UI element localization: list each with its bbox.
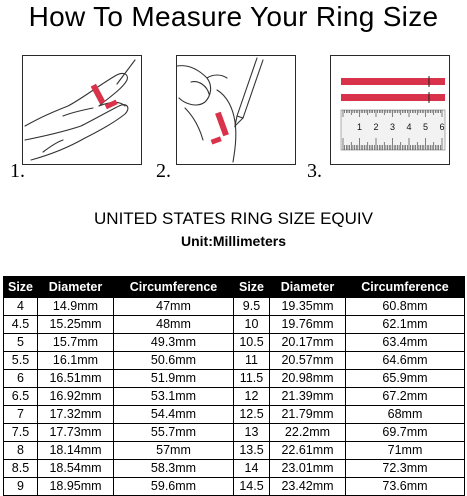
header-size: Size bbox=[4, 277, 38, 298]
table-cell: 21.79mm bbox=[270, 406, 346, 424]
ruler-label: 1 bbox=[357, 122, 363, 132]
table-cell: 20.17mm bbox=[270, 334, 346, 352]
table-cell: 13 bbox=[234, 424, 270, 442]
table-cell: 18.95mm bbox=[38, 478, 114, 496]
table-row bbox=[4, 478, 465, 496]
table-cell: 51.9mm bbox=[114, 370, 234, 388]
table-cell: 14 bbox=[234, 460, 270, 478]
table-row bbox=[4, 460, 465, 478]
table-cell: 4 bbox=[4, 298, 38, 316]
table-cell: 10 bbox=[234, 316, 270, 334]
table-cell: 72.3mm bbox=[346, 460, 465, 478]
ring-size-table bbox=[3, 276, 465, 496]
table-cell: 20.98mm bbox=[270, 370, 346, 388]
table-cell: 18.54mm bbox=[38, 460, 114, 478]
table-cell: 20.57mm bbox=[270, 352, 346, 370]
table-cell: 19.76mm bbox=[270, 316, 346, 334]
table-row bbox=[4, 388, 465, 406]
table-cell: 69.7mm bbox=[346, 424, 465, 442]
table-cell: 7.5 bbox=[4, 424, 38, 442]
ruler-label: 6 bbox=[439, 122, 445, 132]
table-cell: 5.5 bbox=[4, 352, 38, 370]
table-cell: 9 bbox=[4, 478, 38, 496]
table-cell: 65.9mm bbox=[346, 370, 465, 388]
table-cell: 11.5 bbox=[234, 370, 270, 388]
table-cell: 22.61mm bbox=[270, 442, 346, 460]
table-cell: 9.5 bbox=[234, 298, 270, 316]
table-header-row bbox=[4, 277, 465, 298]
table-cell: 15.7mm bbox=[38, 334, 114, 352]
header-diameter: Diameter bbox=[38, 277, 114, 298]
table-row bbox=[4, 442, 465, 460]
finger-wrap-icon bbox=[23, 56, 141, 164]
header-circumference: Circumference bbox=[114, 277, 234, 298]
table-cell: 5 bbox=[4, 334, 38, 352]
table-cell: 64.6mm bbox=[346, 352, 465, 370]
table-cell: 12.5 bbox=[234, 406, 270, 424]
table-row bbox=[4, 298, 465, 316]
step-2-illustration bbox=[176, 55, 296, 165]
table-cell: 12 bbox=[234, 388, 270, 406]
table-cell: 23.01mm bbox=[270, 460, 346, 478]
table-cell: 71mm bbox=[346, 442, 465, 460]
step-number-1: 1. bbox=[10, 160, 25, 182]
table-cell: 17.73mm bbox=[38, 424, 114, 442]
ruler-label: 3 bbox=[390, 122, 396, 132]
table-cell: 48mm bbox=[114, 316, 234, 334]
table-cell: 47mm bbox=[114, 298, 234, 316]
chart-subtitle: UNITED STATES RING SIZE EQUIV bbox=[94, 209, 373, 228]
table-cell: 57mm bbox=[114, 442, 234, 460]
table-cell: 21.39mm bbox=[270, 388, 346, 406]
ruler-label: 4 bbox=[406, 122, 412, 132]
ruler-measure-icon bbox=[331, 56, 449, 164]
step-3-illustration bbox=[330, 55, 450, 165]
table-cell: 68mm bbox=[346, 406, 465, 424]
header-size: Size bbox=[234, 277, 270, 298]
table-cell: 8.5 bbox=[4, 460, 38, 478]
table-cell: 59.6mm bbox=[114, 478, 234, 496]
table-cell: 62.1mm bbox=[346, 316, 465, 334]
ruler-label: 2 bbox=[373, 122, 379, 132]
table-cell: 15.25mm bbox=[38, 316, 114, 334]
table-cell: 58.3mm bbox=[114, 460, 234, 478]
table-cell: 6 bbox=[4, 370, 38, 388]
table-cell: 6.5 bbox=[4, 388, 38, 406]
table-cell: 4.5 bbox=[4, 316, 38, 334]
page-title: How To Measure Your Ring Size bbox=[28, 1, 439, 32]
table-row bbox=[4, 424, 465, 442]
table-cell: 19.35mm bbox=[270, 298, 346, 316]
table-cell: 55.7mm bbox=[114, 424, 234, 442]
table-cell: 13.5 bbox=[234, 442, 270, 460]
mark-strip-icon bbox=[177, 56, 295, 164]
table-cell: 16.51mm bbox=[38, 370, 114, 388]
table-cell: 14.9mm bbox=[38, 298, 114, 316]
table-row bbox=[4, 352, 465, 370]
header-circumference: Circumference bbox=[346, 277, 465, 298]
table-cell: 16.1mm bbox=[38, 352, 114, 370]
unit-label: Unit:Millimeters bbox=[180, 233, 286, 249]
header-diameter: Diameter bbox=[270, 277, 346, 298]
table-cell: 14.5 bbox=[234, 478, 270, 496]
table-cell: 18.14mm bbox=[38, 442, 114, 460]
table-cell: 60.8mm bbox=[346, 298, 465, 316]
table-cell: 8 bbox=[4, 442, 38, 460]
table-row bbox=[4, 406, 465, 424]
table-row bbox=[4, 334, 465, 352]
table-cell: 16.92mm bbox=[38, 388, 114, 406]
ruler-label: 5 bbox=[423, 122, 429, 132]
step-number-2: 2. bbox=[156, 160, 171, 182]
table-cell: 23.42mm bbox=[270, 478, 346, 496]
table-cell: 17.32mm bbox=[38, 406, 114, 424]
table-cell: 10.5 bbox=[234, 334, 270, 352]
table-cell: 53.1mm bbox=[114, 388, 234, 406]
table-cell: 22.2mm bbox=[270, 424, 346, 442]
step-1-illustration bbox=[22, 55, 142, 165]
table-row bbox=[4, 316, 465, 334]
table-cell: 49.3mm bbox=[114, 334, 234, 352]
table-cell: 63.4mm bbox=[346, 334, 465, 352]
table-cell: 11 bbox=[234, 352, 270, 370]
table-row bbox=[4, 370, 465, 388]
table-cell: 67.2mm bbox=[346, 388, 465, 406]
table-cell: 54.4mm bbox=[114, 406, 234, 424]
table-cell: 50.6mm bbox=[114, 352, 234, 370]
table-cell: 7 bbox=[4, 406, 38, 424]
table-cell: 73.6mm bbox=[346, 478, 465, 496]
step-number-3: 3. bbox=[307, 160, 322, 182]
